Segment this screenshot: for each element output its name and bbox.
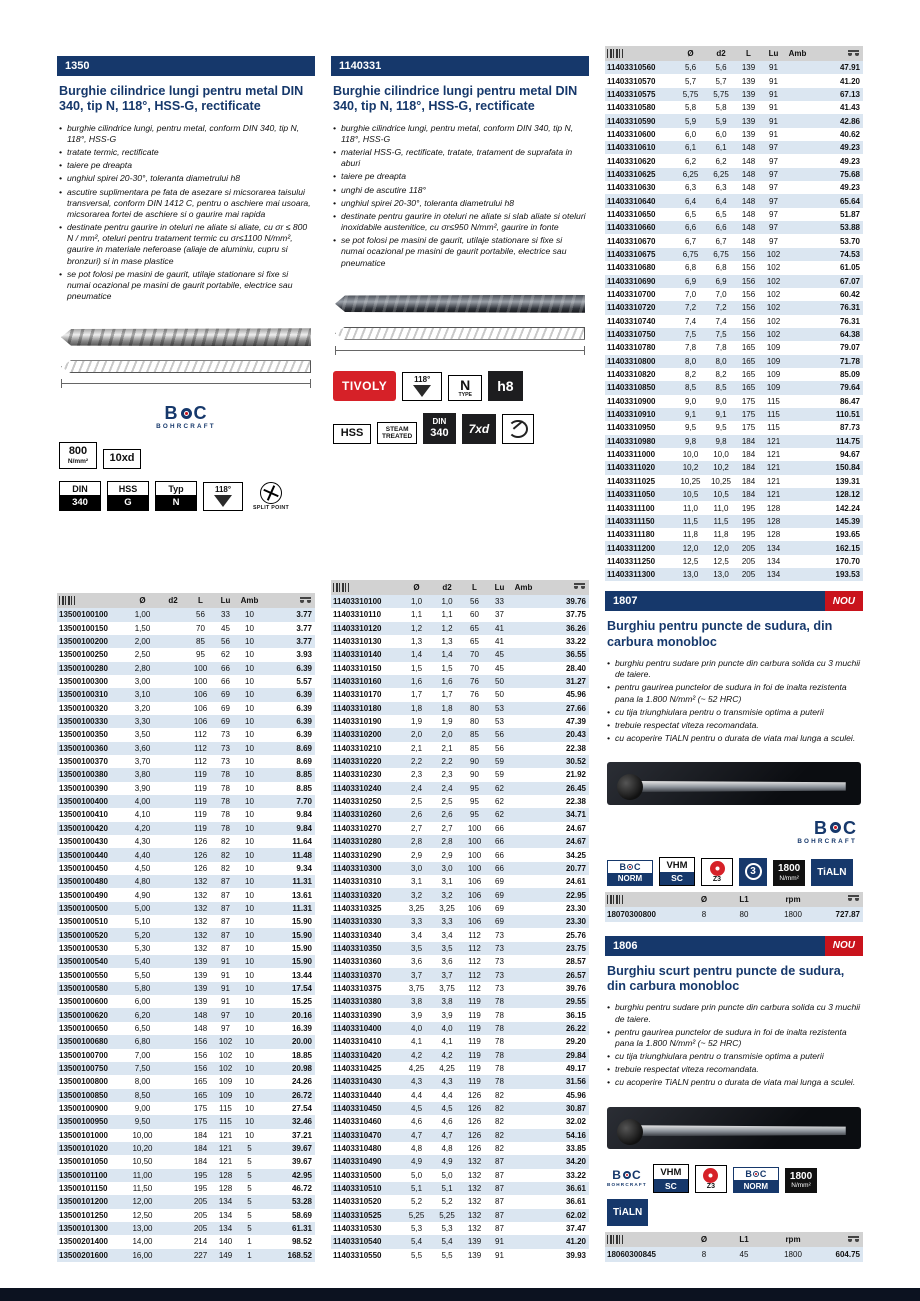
product-table-1350 [57,593,315,1262]
column-right [605,46,863,1262]
feature-list-1807 [607,658,861,746]
table-row: 13500100520 5,20 132 87 10 15.90 [57,928,315,941]
product-code-bar-1806 [605,936,863,956]
feature-item: • se pot folosi pe masini de gaurit, utilaje stationare si fixe si numai ocazional pe masini de gaurit portabile, electrice sau pneumatice [59,269,313,303]
product-title-1806: Burghiu scurt pentru puncte de sudura, din carbura monobloc [607,963,845,994]
scale-icon [573,582,586,592]
table-row: 11403310410 4,1 4,1 119 78 29.20 [331,1035,589,1048]
catalog-page [57,46,865,1262]
table-row: 11403310120 1,2 1,2 65 41 36.26 [331,622,589,635]
table-row: 13500100280 2,80 100 66 10 6.39 [57,662,315,675]
table-row: 11403310425 4,25 4,25 119 78 49.17 [331,1062,589,1075]
spec-badges-1806 [607,1163,861,1226]
scale-icon [847,49,860,59]
product-table-1807 [605,892,863,922]
bohrcraft-logo [57,404,315,430]
badge-z3: Z3 [701,858,733,886]
table-row: 11403310670 6,7 6,7 148 97 53.70 [605,234,863,247]
table-row: 13500101150 11,50 195 128 5 46.72 [57,1182,315,1195]
table-row: 13500100300 3,00 100 66 10 5.57 [57,675,315,688]
table-row: 13500100550 5,50 139 91 10 13.44 [57,968,315,981]
badge-din-340-dark: DIN 340 [423,413,455,444]
table-row: 11403310290 2,9 2,9 100 66 34.25 [331,848,589,861]
table-row: 13500100370 3,70 112 73 10 8.69 [57,755,315,768]
table-row: 11403311025 10,25 10,25 184 121 139.31 [605,475,863,488]
feature-item: • trebuie respectat viteza recomandata. [607,720,861,731]
table-row: 11403310780 7,8 7,8 165 109 79.07 [605,341,863,354]
product-title-1807: Burghiu pentru puncte de sudura, din carbura monobloc [607,619,833,649]
table-row: 11403310250 2,5 2,5 95 62 22.38 [331,795,589,808]
table-row: 11403311100 11,0 11,0 195 128 142.24 [605,501,863,514]
table-row: 11403310650 6,5 6,5 148 97 51.87 [605,208,863,221]
badge-7xd: 7xd [462,414,497,444]
badge-boc-norm: B C NORM [733,1167,779,1193]
table-row: 13500100320 3,20 106 69 10 6.39 [57,702,315,715]
drawing-dimension-line [61,379,311,388]
boc-dot-icon [623,1171,631,1179]
badge-tialn: TiALN [607,1199,648,1226]
boc-letters: B C [612,1168,642,1182]
new-badge: NOU [825,936,863,956]
boc-dot-icon [627,864,633,870]
table-row: 11403310800 8,0 8,0 165 109 71.78 [605,355,863,368]
feature-item: • trebuie respectat viteza recomandata. [607,1064,861,1075]
badge-hss-g: HSS G [107,481,149,511]
table-header-row: Ø d2 L Lu Amb [331,580,589,595]
table-row: 13500100420 4,20 119 78 10 9.84 [57,822,315,835]
table-row: 11403310260 2,6 2,6 95 62 34.71 [331,808,589,821]
table-row: 13500100500 5,00 132 87 10 11.31 [57,902,315,915]
boc-norm-letters: B C [619,861,641,872]
table-row: 11403310850 8,5 8,5 165 109 79.64 [605,381,863,394]
drill-technical-drawing [61,360,311,388]
feature-item: • tratate termic, rectificate [59,147,313,158]
table-row: 11403310600 6,0 6,0 139 91 40.62 [605,128,863,141]
barcode-icon [607,49,623,58]
table-row: 11403310320 3,2 3,2 106 69 22.95 [331,888,589,901]
table-row: 11403310620 6,2 6,2 148 97 49.23 [605,154,863,167]
table-row: 11403310460 4,6 4,6 126 82 32.02 [331,1115,589,1128]
flute-cross-section-icon [502,414,534,444]
table-row: 11403310440 4,4 4,4 126 82 45.96 [331,1089,589,1102]
table-row: 13500101250 12,50 205 134 5 58.69 [57,1209,315,1222]
feature-item: • burghie cilindrice lungi, pentru metal, conform DIN 340, tip N, 118°, HSS-G [59,123,313,145]
column-product-1350 [57,46,315,1262]
boc-letters: B C [164,403,208,424]
table-row: 18070300800 8 80 1800 727.87 [605,907,863,922]
table-row: 13500100400 4,00 119 78 10 7.70 [57,795,315,808]
feature-list-1350 [59,123,313,305]
table-row: 13500100750 7,50 156 102 10 20.98 [57,1062,315,1075]
table-row: 11403311150 11,5 11,5 195 128 145.39 [605,515,863,528]
scale-icon [299,596,312,606]
three-flute-icon [710,861,725,876]
product-code: 1140331 [339,60,382,72]
table-row: 13500201600 16,00 227 149 1 168.52 [57,1249,315,1262]
table-row: 11403310910 9,1 9,1 175 115 110.51 [605,408,863,421]
table-row: 11403310170 1,7 1,7 76 50 45.96 [331,688,589,701]
table-row: 11403310190 1,9 1,9 80 53 47.39 [331,715,589,728]
table-row: 11403310630 6,3 6,3 148 97 49.23 [605,181,863,194]
table-row: 13500100360 3,60 112 73 10 8.69 [57,742,315,755]
feature-item: • unghiul spirei 20-30°, toleranta diametrului h8 [333,198,587,209]
spec-badges-row-2 [59,481,313,511]
table-row: 11403310610 6,1 6,1 148 97 49.23 [605,141,863,154]
badge-118-deg: 118° [203,482,243,511]
table-row: 13500101050 10,50 184 121 5 39.67 [57,1155,315,1168]
boc-wordmark: BOHRCRAFT [797,837,857,845]
badge-1800-nmm2: 1800 N/mm² [785,1168,817,1194]
table-row: 11403310490 4,9 4,9 132 87 34.20 [331,1155,589,1168]
product-table-1806 [605,1232,863,1262]
table-row: 13500100150 1,50 70 45 10 3.77 [57,622,315,635]
feature-item: • se pot folosi pe masini de gaurit, utilaje stationare si fixe si numai ocazional pe masini de gaurit portabile, electrice sau pneumatice [333,235,587,269]
tivoly-logo: TIVOLY [333,371,396,401]
barcode-icon [333,583,349,592]
table-row: 11403310400 4,0 4,0 119 78 26.22 [331,1022,589,1035]
table-row: 11403310300 3,0 3,0 100 66 20.77 [331,862,589,875]
bohrcraft-logo [605,819,857,845]
table-row: 13500100850 8,50 165 109 10 26.72 [57,1089,315,1102]
table-row: 11403310540 5,4 5,4 139 91 41.20 [331,1235,589,1248]
drill-tip-angle-icon [214,495,232,507]
drill-photo [61,328,311,346]
spec-badges-row-1 [59,442,313,469]
table-row: 11403310230 2,3 2,3 90 59 21.92 [331,768,589,781]
table-row: 13500100530 5,30 132 87 10 15.90 [57,942,315,955]
table-row: 11403310130 1,3 1,3 65 41 33.22 [331,635,589,648]
feature-item: • destinate pentru gaurire in oteluri ne aliate si aliate, cu σr ≤ 800 N / mm², oteluri pentru tratament termic cu σr≤1100 N/mm², gaurire in materiale neferoase (aliaje de aluminiu, cupru si bronzuri) si in mase plastice [59,222,313,267]
table-row: 11403310310 3,1 3,1 106 69 24.61 [331,875,589,888]
table-row: 11403310470 4,7 4,7 126 82 54.16 [331,1129,589,1142]
product-code: 1350 [65,60,90,72]
table-row: 11403310360 3,6 3,6 112 73 28.57 [331,955,589,968]
table-row: 11403310450 4,5 4,5 126 82 30.87 [331,1102,589,1115]
table-row: 11403310330 3,3 3,3 106 69 23.30 [331,915,589,928]
boc-wordmark: BOHRCRAFT [607,1182,647,1187]
drawing-rod [335,327,585,340]
table-row: 11403310520 5,2 5,2 132 87 36.61 [331,1195,589,1208]
feature-item: • destinate pentru gaurire in oteluri ne aliate si slab aliate si oteluri inoxidabile austenitice, cu σr≤950 N/mm², gaurire in fonte [333,211,587,233]
table-row: 11403310510 5,1 5,1 132 87 36.61 [331,1182,589,1195]
feature-item: • ascutire suplimentara pe fata de asezare si micsorarea taisului transversal, conform DIN 1412 C, pentru o aschiere mai usoara, micsorarea fortei de aschiere si o gaurire mai rapida [59,187,313,221]
table-row: 13500100680 6,80 156 102 10 20.00 [57,1035,315,1048]
badge-tialn: TiALN [811,859,852,886]
table-row: 11403310550 5,5 5,5 139 91 39.93 [331,1249,589,1262]
table-row: 13500100380 3,80 119 78 10 8.85 [57,768,315,781]
table-row: 11403310530 5,3 5,3 132 87 37.47 [331,1222,589,1235]
barcode-icon [59,596,75,605]
table-row: 13500100480 4,80 132 87 10 11.31 [57,875,315,888]
table-row: 11403310900 9,0 9,0 175 115 86.47 [605,395,863,408]
feature-list-1806 [607,1002,861,1090]
table-row: 11403310575 5,75 5,75 139 91 67.13 [605,88,863,101]
spot-weld-drill-photo [607,1107,861,1149]
table-row: 13500101100 11,00 195 128 5 42.95 [57,1169,315,1182]
table-row: 11403310350 3,5 3,5 112 73 23.75 [331,942,589,955]
table-header-row: Ø L1 rpm [605,1232,863,1247]
table-row: 11403310820 8,2 8,2 165 109 85.09 [605,368,863,381]
table-row: 13500100330 3,30 106 69 10 6.39 [57,715,315,728]
table-row: 13500201400 14,00 214 140 1 98.52 [57,1235,315,1248]
badge-3-cutting-edges: 3 [739,858,767,886]
table-row: 11403310625 6,25 6,25 148 97 75.68 [605,168,863,181]
table-row: 13500100250 2,50 95 62 10 3.93 [57,648,315,661]
product-code-bar-1140331 [331,56,589,76]
table-row: 11403310160 1,6 1,6 76 50 31.27 [331,675,589,688]
table-row: 11403310680 6,8 6,8 156 102 61.05 [605,261,863,274]
feature-item: • taiere pe dreapta [59,160,313,171]
feature-item: • cu acoperire TiALN pentru o durata de viata mai lunga a sculei. [607,1077,861,1088]
table-row: 11403310100 1,0 1,0 56 33 39.76 [331,595,589,608]
table-row: 11403310580 5,8 5,8 139 91 41.43 [605,101,863,114]
feature-item: • cu acoperire TiALN pentru o durata de viata mai lunga a sculei. [607,733,861,744]
bohrcraft-logo [607,1169,647,1187]
feature-item: • material HSS-G, rectificate, tratate, tratament de suprafata in aburi [333,147,587,169]
table-row: 11403310370 3,7 3,7 112 73 26.57 [331,968,589,981]
table-row: 11403310750 7,5 7,5 156 102 64.38 [605,328,863,341]
product-table-1140331 [331,580,589,1262]
drawing-dimension-line [335,346,585,355]
badge-vhm-sc: VHM SC [653,1164,689,1193]
table-row: 13500101300 13,00 205 134 5 61.31 [57,1222,315,1235]
badge-z3: Z3 [695,1165,727,1193]
table-row: 11403310110 1,1 1,1 60 37 37.75 [331,608,589,621]
boc-dot-icon [181,408,192,419]
spec-badges-1807 [607,857,861,886]
feature-item: • burghie cilindrice lungi, pentru metal, conform DIN 340, tip N, 118°, HSS-G [333,123,587,145]
table-header-row: Ø d2 L Lu Amb [57,593,315,608]
table-row: 11403310340 3,4 3,4 112 73 25.76 [331,928,589,941]
table-row: 13500100800 8,00 165 109 10 24.26 [57,1075,315,1088]
column-product-1140331 [331,46,589,1262]
product-code-bar-1350 [57,56,315,76]
table-row: 13500100900 9,00 175 115 10 27.54 [57,1102,315,1115]
badge-10xd: 10xd [103,449,141,469]
feature-item: • burghiu pentru sudare prin puncte din carbura solida cu 3 muchii de taiere. [607,658,861,680]
boc-norm-letters: B C [745,1169,767,1179]
badge-h8: h8 [488,371,522,401]
feature-item: • unghiul spirei 20-30°, toleranta diametrului h8 [59,173,313,184]
table-row: 11403310980 9,8 9,8 184 121 114.75 [605,435,863,448]
table-row: 11403310150 1,5 1,5 70 45 28.40 [331,662,589,675]
feature-item: • pentru gaurirea punctelor de sudura in foi de inalta rezistenta pana la 1.800 N/mm² (~ 52 HRC) [607,682,861,704]
table-row: 11403310430 4,3 4,3 119 78 31.56 [331,1075,589,1088]
badge-vhm-sc: VHM SC [659,857,695,886]
table-row: 11403310720 7,2 7,2 156 102 76.31 [605,301,863,314]
table-row: 13500100600 6,00 139 91 10 15.25 [57,995,315,1008]
spot-weld-drill-photo [607,762,861,804]
table-row: 13500100580 5,80 139 91 10 17.54 [57,982,315,995]
table-row: 13500100390 3,90 119 78 10 8.85 [57,782,315,795]
table-row: 13500101020 10,20 184 121 5 39.67 [57,1142,315,1155]
badge-800-nmm2: 800 N/mm² [59,442,97,469]
badge-118-deg: 118° [402,372,442,401]
table-row: 11403310590 5,9 5,9 139 91 42.86 [605,114,863,127]
table-row: 11403310560 5,6 5,6 139 91 47.91 [605,61,863,74]
table-row: 13500100490 4,90 132 87 10 13.61 [57,888,315,901]
table-header-row: Ø d2 L Lu Amb [605,46,863,61]
table-row: 13500100650 6,50 148 97 10 16.39 [57,1022,315,1035]
table-row: 13500100540 5,40 139 91 10 15.90 [57,955,315,968]
spec-badges-row-1 [333,371,587,401]
feature-item: • taiere pe dreapta [333,171,587,182]
scale-icon [847,894,860,904]
badge-n-type: N TYPE [448,375,482,401]
boc-dot-icon [753,1171,759,1177]
table-row: 13500100700 7,00 156 102 10 18.85 [57,1049,315,1062]
table-row: 11403310950 9,5 9,5 175 115 87.73 [605,421,863,434]
drill-tip-angle-icon [413,385,431,397]
table-row: 13500100430 4,30 126 82 10 11.64 [57,835,315,848]
feature-item: • pentru gaurirea punctelor de sudura in foi de inalta rezistenta pana la 1.800 N/mm² (~ 52 HRC) [607,1027,861,1049]
table-row: 13500101200 12,00 205 134 5 53.28 [57,1195,315,1208]
badge-typ-n: Typ N [155,481,197,511]
table-row: 11403310325 3,25 3,25 106 69 23.30 [331,902,589,915]
table-row: 11403310220 2,2 2,2 90 59 30.52 [331,755,589,768]
table-row: 11403311300 13,0 13,0 205 134 193.53 [605,568,863,581]
badge-din-340: DIN 340 [59,481,101,511]
table-row: 13500100100 1,00 56 33 10 3.77 [57,608,315,621]
table-row: 11403310500 5,0 5,0 132 87 33.22 [331,1169,589,1182]
table-row: 11403311050 10,5 10,5 184 121 128.12 [605,488,863,501]
drawing-rod [61,360,311,373]
product-code: 1806 [613,939,638,952]
spec-badges-row-2 [333,413,587,444]
boc-letters: B C [814,817,857,838]
product-code-bar-1807 [605,591,863,611]
product-code: 1807 [613,595,638,608]
table-row: 11403310210 2,1 2,1 85 56 22.38 [331,742,589,755]
feature-item: • cu tija triunghiulara pentru o transmisie optima a puterii [607,1051,861,1062]
table-row: 11403310480 4,8 4,8 126 82 33.85 [331,1142,589,1155]
table-row: 13500100310 3,10 106 69 10 6.39 [57,688,315,701]
table-row: 11403311000 10,0 10,0 184 121 94.67 [605,448,863,461]
product-table-1140331-continued [605,46,863,581]
table-row: 11403310375 3,75 3,75 112 73 39.76 [331,982,589,995]
table-row: 11403310180 1,8 1,8 80 53 27.66 [331,702,589,715]
drill-technical-drawing [335,327,585,355]
badge-boc-norm: B C NORM [607,860,653,886]
product-title-1350: Burghie cilindrice lungi pentru metal DIN 340, tip N, 118°, HSS-G, rectificate [59,84,304,114]
table-row: 13500100620 6,20 148 97 10 20.16 [57,1008,315,1021]
table-row: 11403310660 6,6 6,6 148 97 53.88 [605,221,863,234]
table-row: 11403310740 7,4 7,4 156 102 76.31 [605,315,863,328]
table-row: 11403310140 1,4 1,4 70 45 36.55 [331,648,589,661]
table-row: 11403310700 7,0 7,0 156 102 60.42 [605,288,863,301]
table-row: 11403310675 6,75 6,75 156 102 74.53 [605,248,863,261]
scale-icon [847,1235,860,1245]
table-row: 13500100350 3,50 112 73 10 6.39 [57,728,315,741]
table-row: 11403310420 4,2 4,2 119 78 29.84 [331,1049,589,1062]
table-row: 11403310390 3,9 3,9 119 78 36.15 [331,1008,589,1021]
table-row: 11403311200 12,0 12,0 205 134 162.15 [605,541,863,554]
table-row: 11403310640 6,4 6,4 148 97 65.64 [605,194,863,207]
table-row: 11403311020 10,2 10,2 184 121 150.84 [605,461,863,474]
table-header-row: Ø L1 rpm [605,892,863,907]
table-row: 13500100440 4,40 126 82 10 11.48 [57,848,315,861]
table-row: 13500100450 4,50 126 82 10 9.34 [57,862,315,875]
table-row: 11403310270 2,7 2,7 100 66 24.67 [331,822,589,835]
table-row: 11403310690 6,9 6,9 156 102 67.07 [605,275,863,288]
table-row: 11403310280 2,8 2,8 100 66 24.67 [331,835,589,848]
boc-dot-icon [830,822,841,833]
badge-hss: HSS [333,424,371,444]
table-row: 11403311180 11,8 11,8 195 128 193.65 [605,528,863,541]
table-row: 18060300845 8 45 1800 604.75 [605,1247,863,1262]
table-row: 11403310240 2,4 2,4 95 62 26.45 [331,782,589,795]
table-row: 13500100510 5,10 132 87 10 15.90 [57,915,315,928]
table-row: 11403310525 5,25 5,25 132 87 62.02 [331,1209,589,1222]
page-footer-bar [0,1288,920,1301]
table-row: 11403310570 5,7 5,7 139 91 41.20 [605,74,863,87]
table-row: 13500100200 2,00 85 56 10 3.77 [57,635,315,648]
split-point-icon [260,482,282,504]
boc-wordmark: BOHRCRAFT [156,423,216,431]
table-row: 11403310380 3,8 3,8 119 78 29.55 [331,995,589,1008]
drill-photo [335,295,585,313]
table-row: 13500101000 10,00 184 121 10 37.21 [57,1129,315,1142]
feature-list-1140331 [333,123,587,271]
new-badge: NOU [825,591,863,611]
feature-item: • cu tija triunghiulara pentru o transmisie optima a puterii [607,707,861,718]
barcode-icon [607,895,623,904]
table-row: 13500100410 4,10 119 78 10 9.84 [57,808,315,821]
product-title-1140331: Burghie cilindrice lungi pentru metal DIN 340, tip N, 118°, HSS-G, rectificate [333,84,578,114]
table-row: 11403311250 12,5 12,5 205 134 170.70 [605,555,863,568]
table-row: 13500100950 9,50 175 115 10 32.46 [57,1115,315,1128]
three-flute-icon [703,1168,718,1183]
feature-item: • unghi de ascutire 118° [333,185,587,196]
badge-1800-nmm2: 1800 N/mm² [773,860,805,886]
badge-split-point: SPLIT POINT [249,482,293,511]
barcode-icon [607,1235,623,1244]
feature-item: • burghiu pentru sudare prin puncte din carbura solida cu 3 muchii de taiere. [607,1002,861,1024]
badge-steam-treated: STEAM TREATED [377,422,417,444]
table-row: 11403310200 2,0 2,0 85 56 20.43 [331,728,589,741]
